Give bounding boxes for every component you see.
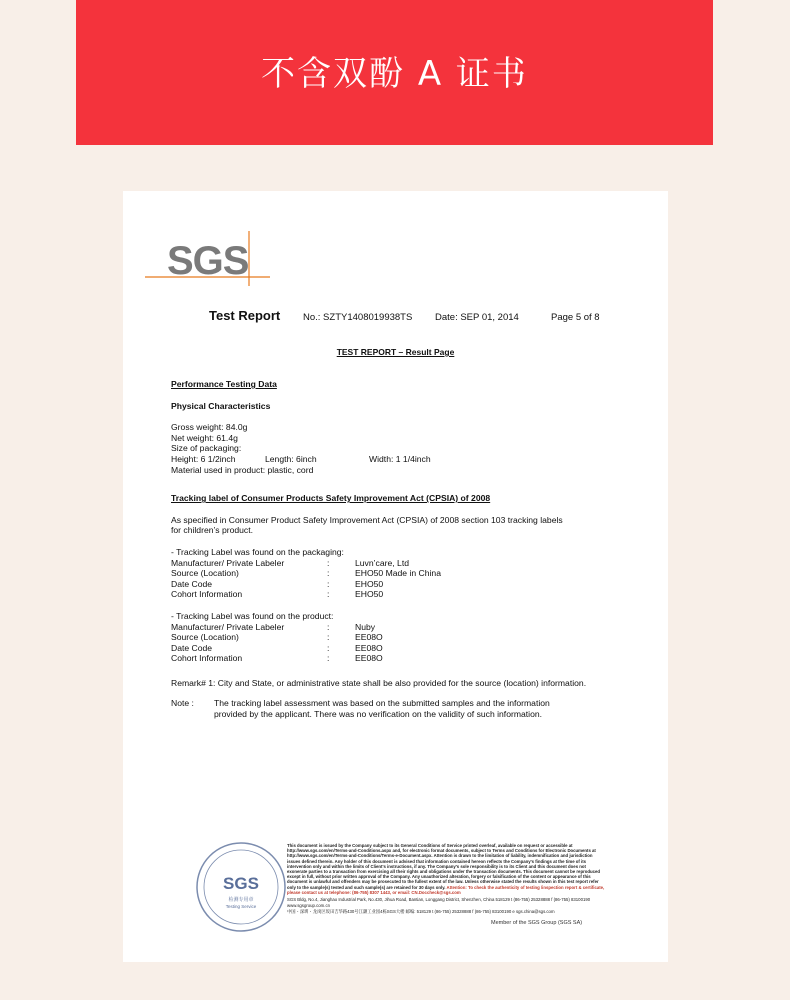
table-row: Cohort Information : EHO50 xyxy=(171,589,384,600)
logo-text: SGS xyxy=(167,239,249,283)
banner-title: 不含双酚 A 证书 xyxy=(261,54,528,94)
cpsia-intro-line-1: As specified in Consumer Product Safety Improvement Act (CPSIA) of 2008 section 103 tracking labels xyxy=(171,514,563,525)
report-number: No.: SZTY1408019938TS xyxy=(303,312,413,323)
table-row: Cohort Information : EE08O xyxy=(171,653,383,664)
member-line: Member of the SGS Group (SGS SA) xyxy=(491,920,583,926)
product-label-title: - Tracking Label was found on the product: xyxy=(171,610,334,621)
seal-caption-en: Testing Service xyxy=(225,904,257,909)
report-title: Test Report xyxy=(209,308,281,323)
remark: Remark# 1: City and State, or administrative state shall be also provided for the source (location) information. xyxy=(171,677,587,688)
table-row: Date Code : EE08O xyxy=(171,642,383,653)
table-row: Source (Location) : EHO50 Made in China xyxy=(171,568,441,579)
table-row: Date Code : EHO50 xyxy=(171,578,384,589)
result-page-title: TEST REPORT – Result Page xyxy=(336,347,455,357)
table-row: Manufacturer/ Private Labeler : Nuby xyxy=(171,621,376,632)
note-line-1: The tracking label assessment was based on the submitted samples and the information xyxy=(214,698,550,709)
note-line-2: provided by the applicant. There was no verification on the validity of such information. xyxy=(214,709,543,720)
attention-text: Attention: To check the authenticity of testing /inspection report & certificate, please contact us at telephone: (86-755) 8307 1443, or email: CN.Doccheck@sgs.com xyxy=(287,884,605,895)
performance-heading: Performance Testing Data xyxy=(171,379,277,389)
packaging-dimensions xyxy=(171,454,631,465)
report-body xyxy=(171,379,631,720)
packaging-label-title: - Tracking Label was found on the packaging: xyxy=(171,546,344,557)
material: Material used in product: plastic, cord xyxy=(171,464,314,475)
cpsia-intro-line-2: for children’s product. xyxy=(171,525,254,536)
report-header xyxy=(123,310,668,328)
physical-heading: Physical Characteristics xyxy=(171,400,271,411)
test-report-document xyxy=(123,191,668,962)
sgs-logo xyxy=(145,231,270,286)
page-indicator: Page 5 of 8 xyxy=(551,312,600,323)
cpsia-heading: Tracking label of Consumer Products Safety Improvement Act (CPSIA) of 2008 xyxy=(171,493,491,504)
net-weight: Net weight: 61.4g xyxy=(171,432,238,443)
height: Height: 6 1/2inch xyxy=(171,453,236,464)
seal-text: SGS xyxy=(223,874,259,893)
note-label: Note : xyxy=(171,698,194,709)
size-label: Size of packaging: xyxy=(171,443,242,454)
note xyxy=(171,698,631,719)
table-row: Manufacturer/ Private Labeler : Luvn’care, Ltd xyxy=(171,557,409,568)
report-date: Date: SEP 01, 2014 xyxy=(435,312,519,323)
sgs-testing-seal xyxy=(193,839,289,935)
gross-weight: Gross weight: 84.0g xyxy=(171,422,248,433)
width: Width: 1 1/4inch xyxy=(369,453,431,464)
seal-caption-cn: 检测专用章 xyxy=(228,897,254,903)
table-row: Source (Location) : EE08O xyxy=(171,632,383,643)
length: Length: 6inch xyxy=(265,453,317,464)
title-banner xyxy=(76,0,713,145)
disclaimer-text: This document is issued by the Company subject to its General Conditions of Service printed overleaf, available on request or accessible at http://www.sgs.com/en/Terms-and-Conditions.aspx and, for electronic format documents, subject to Terms and Conditions for Electronic Documents at http://www.sgs.com/en/Terms-and-Conditions/Terms-e-Document.aspx. Attention is drawn to the limitation of liability, indemnification and jurisdiction issues defined therein. Any holder of this document is advised that information contained hereon reflects the Company's findings at the time of its intervention only and within the limits of Client's instructions, if any. The Company's sole responsibility is to its Client and this document does not exonerate parties to a transaction from exercising all their rights and obligations under the transaction documents. This document cannot be reproduced except in full, without prior written approval of the Company. Any unauthorized alteration, forgery or falsification of the content or appearance of this document is unlawful and offenders may be prosecuted to the fullest extent of the law. Unless otherwise stated the results shown in this test report refer only to the sample(s) tested and such sample(s) are retained for 30 days only. Attention: To check the authenticity of testing /inspection report & certificate, please contact us at telephone: (86-755) 8307 1443, or email: CN.Doccheck@sgs.com xyxy=(287,843,605,895)
company-address: SGS Bldg, No.4, Jianghao Industrial Park, No.430, Jihua Road, Bantian, Longgang District, Shenzhen, China 518129 t (86-755) 25328888 f (86-755) 83100190 www.sgsgroup.com.cn 中国・深圳・龙岗区坂田吉华路430号江灏工业园4栋SGS大楼 邮编: 518129 t (86-755) 25328888 f (86-755) 83100190 e sgs.china@sgs.com xyxy=(287,897,591,914)
